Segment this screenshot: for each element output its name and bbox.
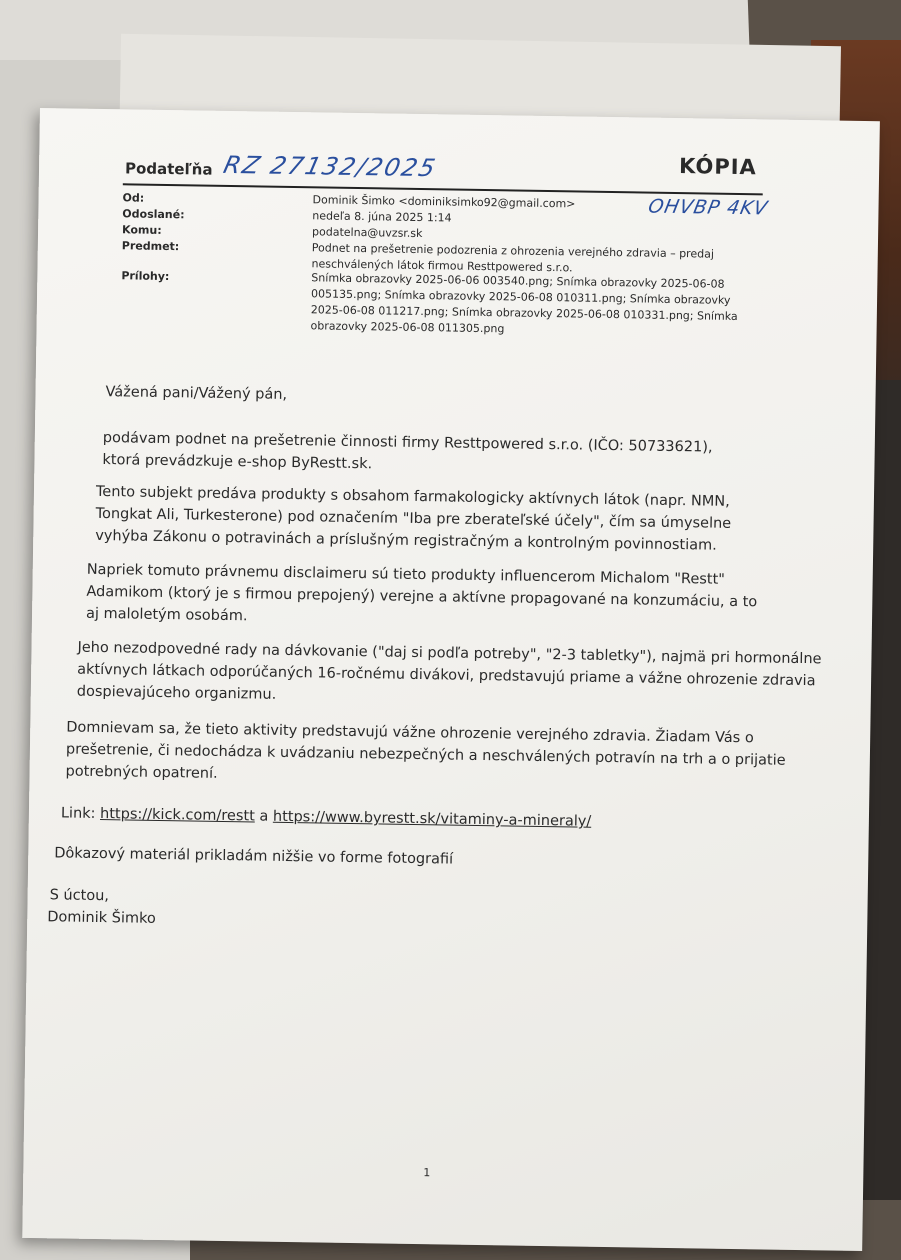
komu-value: podatelna@uvzsr.sk: [311, 225, 423, 241]
kick-link[interactable]: https://kick.com/restt: [99, 806, 255, 825]
document-page: [22, 108, 880, 1251]
odoslane-value: nedeľa 8. júna 2025 1:14: [312, 209, 452, 225]
link-line: [61, 802, 592, 832]
paragraph-5: Domnievam sa, že tieto aktivity predstavujú vážne ohrozenie verejného zdravia. Žiadam Vás o prešetrenie, či nedochádza k uvádzaniu nebezpečných a neschválených potravín na trh a o prijatie potrebných opatrení.: [65, 719, 786, 782]
link-label: Link:: [60, 805, 96, 822]
link-conjunction: a: [259, 808, 269, 825]
closing: S úctou,: [49, 887, 110, 905]
prilohy-value: Snímka obrazovky 2025-06-06 003540.png; Snímka obrazovky 2025-06-08 005135.png; Snímka obrazovky 2025-06-08 010311.png; Snímka obrazovky 2025-06-08 011217.png; Snímka obrazovky 2025-06-08 010331.png; Snímka obrazovky 2025-06-08 011305.png: [310, 271, 738, 336]
prilohy-label: Prílohy:: [121, 269, 170, 284]
handwritten-reference: RZ 27132/2025: [220, 150, 440, 183]
odoslane-label: Odoslané:: [122, 207, 185, 222]
komu-label: Komu:: [121, 223, 162, 237]
podatelna-label: Podateľňa: [124, 159, 213, 179]
paragraph-1: podávam podnet na prešetrenie činnosti firmy Resttpowered s.r.o. (IČO: 50733621), ktorá prevádzkuje e-shop ByRestt.sk.: [102, 430, 713, 473]
handwritten-code: OHVBP 4KV: [646, 195, 770, 220]
salutation: Vážená pani/Vážený pán,: [105, 384, 288, 403]
predmet-label: Predmet:: [121, 239, 180, 254]
od-label: Od:: [122, 191, 145, 205]
paragraph-3: Napriek tomuto právnemu disclaimeru sú tieto produkty influencerom Michalom "Restt" Adamikom (ktorý je s firmou prepojený) verejne a aktívne propagované na konzumáciu, a to aj maloletým osobám.: [85, 561, 758, 625]
kopia-stamp: KÓPIA: [678, 154, 757, 180]
od-value: Dominik Šimko <dominiksimko92@gmail.com>: [312, 193, 576, 211]
paragraph-2: Tento subjekt predáva produkty s obsahom farmakologicky aktívnych látok (napr. NMN, Tongkat Ali, Turkesterone) pod označením "Iba pre zberateľské účely", čím sa úmyselne vyhýba Zákonu o potravinách a príslušným registračným a kontrolným povinnostiam.: [95, 483, 732, 554]
predmet-value: Podnet na prešetrenie podozrenia z ohrozenia verejného zdravia – predaj neschválených látok firmou Resttpowered s.r.o.: [311, 241, 715, 275]
evidence-note: Dôkazový materiál prikladám nižšie vo forme fotografií: [54, 845, 454, 868]
paragraph-4: Jeho nezodpovedné rady na dávkovanie ("daj si podľa potreby", "2-3 tabletky"), najmä pri hormonálne aktívnych látkach odporúčaných 16-ročnému divákovi, predstavujú priame a vážne ohrozenie zdravia dospievajúceho organizmu.: [76, 639, 822, 703]
page-number: 1: [423, 1166, 431, 1180]
signature: Dominik Šimko: [47, 909, 156, 927]
byrestt-link[interactable]: https://www.byrestt.sk/vitaminy-a-mineraly/: [272, 808, 592, 830]
